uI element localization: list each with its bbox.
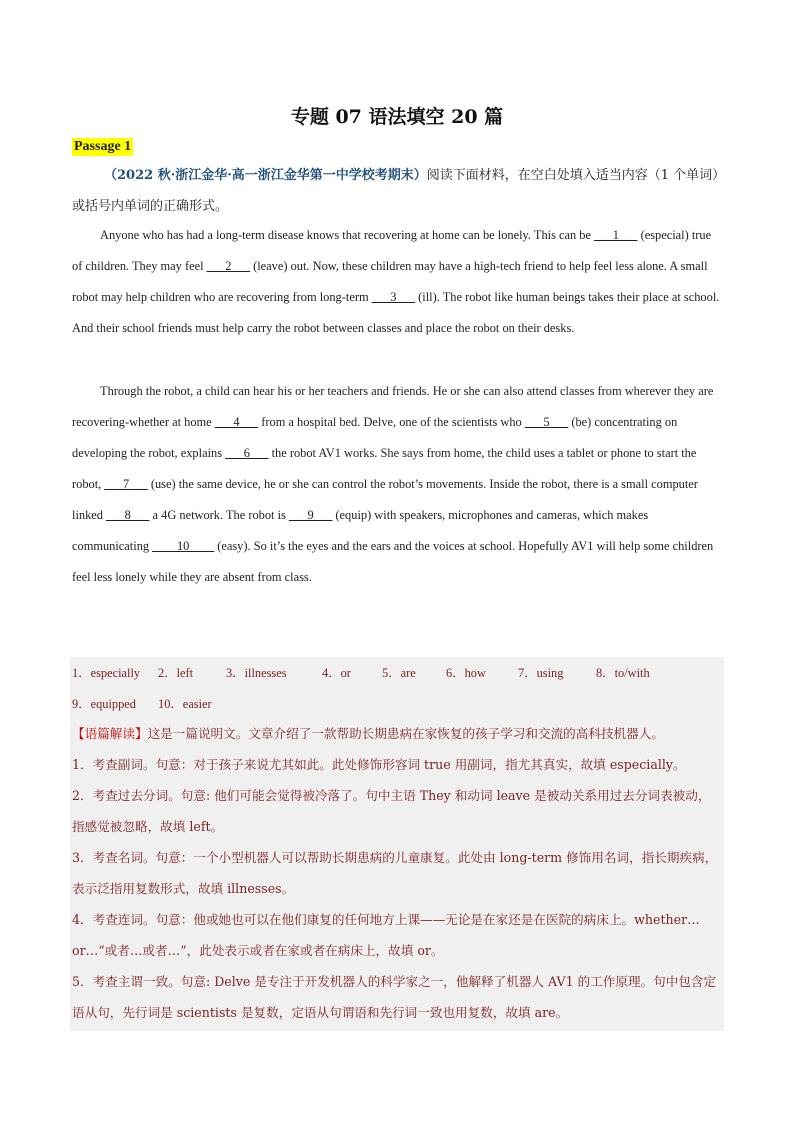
- answer-row-2: [72, 694, 212, 712]
- explanation-item-5: 5．考查主谓一致。句意: Delve 是专注于开发机器人的科学家之一，他解释了机器人 AV1 的工作原理。句中包含定语从句，先行词是 scientists 是复数，定语从句谓语和先行词一致也用复数，故填 are。: [72, 974, 717, 1020]
- blank-10: ____10____: [152, 539, 215, 553]
- instruction-text: 阅读下面材料，在空白处填入适当内容（1 个单词）或括号内单词的正确形式。: [72, 168, 719, 214]
- text-segment: (equip) with speakers, microphones and cameras, which makes communicating: [72, 508, 649, 553]
- text-segment: (especial) true of children. They may feel: [72, 228, 712, 273]
- answer-row-1: [72, 663, 650, 681]
- explanation-item-4: 4．考查连词。句意：他或她也可以在他们康复的任何地方上课——无论是在家还是在医院的病床上。whether…or…“或者…或者…”，此处表示或者在家或者在病床上，故填 or。: [72, 912, 700, 958]
- blank-3: ___3___: [371, 290, 416, 304]
- text-segment: Anyone who has had a long-term disease knows that recovering at home can be lonely. This can be: [100, 228, 595, 242]
- summary-heading: 【语篇解读】: [72, 726, 148, 741]
- answer-item: 8．to/with: [596, 666, 650, 680]
- explanation-item-3: 3．考查名词。句意：一个小型机器人可以帮助长期患病的儿童康复。此处由 long-term 修饰用名词，指长期疾病，表示泛指用复数形式，故填 illnesses。: [72, 850, 718, 896]
- blank-4: ___4___: [214, 415, 259, 429]
- blank-1: ___1___: [594, 228, 638, 242]
- page-title: 专题 07 语法填空 20 篇: [290, 106, 504, 128]
- source-label: （2022 秋·浙江金华·高一浙江金华第一中学校考期末）: [104, 168, 427, 183]
- blank-8: ___8___: [106, 508, 150, 522]
- blank-2: ___2___: [206, 259, 251, 273]
- blank-5: ___5___: [524, 415, 569, 429]
- explanation-item-2: 2．考查过去分词。句意: 他们可能会觉得被冷落了。句中主语 They 和动词 leave 是被动关系用过去分词表被动，指感觉被忽略，故填 left。: [72, 788, 711, 834]
- answer-item: 1．especially: [72, 666, 141, 680]
- answer-item: 10．easier: [158, 697, 212, 711]
- summary-text: 这是一篇说明文。文章介绍了一款帮助长期患病在家恢复的孩子学习和交流的高科技机器人。: [147, 726, 664, 741]
- passage-paragraph-1: [72, 220, 722, 344]
- passage-tag: Passage 1: [74, 139, 132, 154]
- text-segment: (ill). The robot like human beings takes their place at school. And their school friends must help carry the robot between classes and place the robot on their desks.: [72, 290, 720, 335]
- answer-item: 4．or: [322, 666, 351, 680]
- blank-7: ___7___: [104, 477, 148, 491]
- blank-6: ___6___: [225, 446, 269, 460]
- explanation-item-1: 1．考查副词。句意：对于孩子来说尤其如此。此处修饰形容词 true 用副词，指尤其真实，故填 especially。: [72, 757, 686, 772]
- passage-paragraph-2: [72, 376, 722, 593]
- answer-item: 6．how: [446, 666, 486, 680]
- text-segment: (use) the same device, he or she can control the robot’s movements. Inside the robot, there is a small computer linked: [72, 477, 698, 522]
- answer-item: 7．using: [518, 666, 564, 680]
- text-segment: the robot AV1 works. She says from home, the child uses a tablet or phone to start the robot,: [72, 446, 697, 491]
- text-segment: (leave) out. Now, these children may have a high-tech friend to help feel less alone. A small robot may help children who are recovering from long-term: [72, 259, 708, 304]
- answer-item: 5．are: [382, 666, 416, 680]
- text-segment: a 4G network. The robot is: [149, 508, 289, 522]
- text-segment: (be) concentrating on developing the robot, explains: [72, 415, 678, 460]
- text-segment: (easy). So it’s the eyes and the ears and the voices at school. Hopefully AV1 will help some children feel less lonely while they are absent from class.: [72, 539, 714, 584]
- intro-paragraph: [72, 160, 722, 222]
- answer-item: 3．illnesses: [226, 666, 287, 680]
- answer-section: [70, 657, 724, 1031]
- answer-item: 2．left: [158, 666, 194, 680]
- text-segment: Through the robot, a child can hear his or her teachers and friends. He or she can also attend classes from wherever they are recovering-whether at home: [72, 384, 714, 429]
- explanation-block: [72, 718, 722, 1028]
- blank-9: ___9___: [288, 508, 333, 522]
- summary-line: [72, 718, 722, 749]
- text-segment: from a hospital bed. Delve, one of the scientists who: [258, 415, 525, 429]
- answer-item: 9．equipped: [72, 697, 137, 711]
